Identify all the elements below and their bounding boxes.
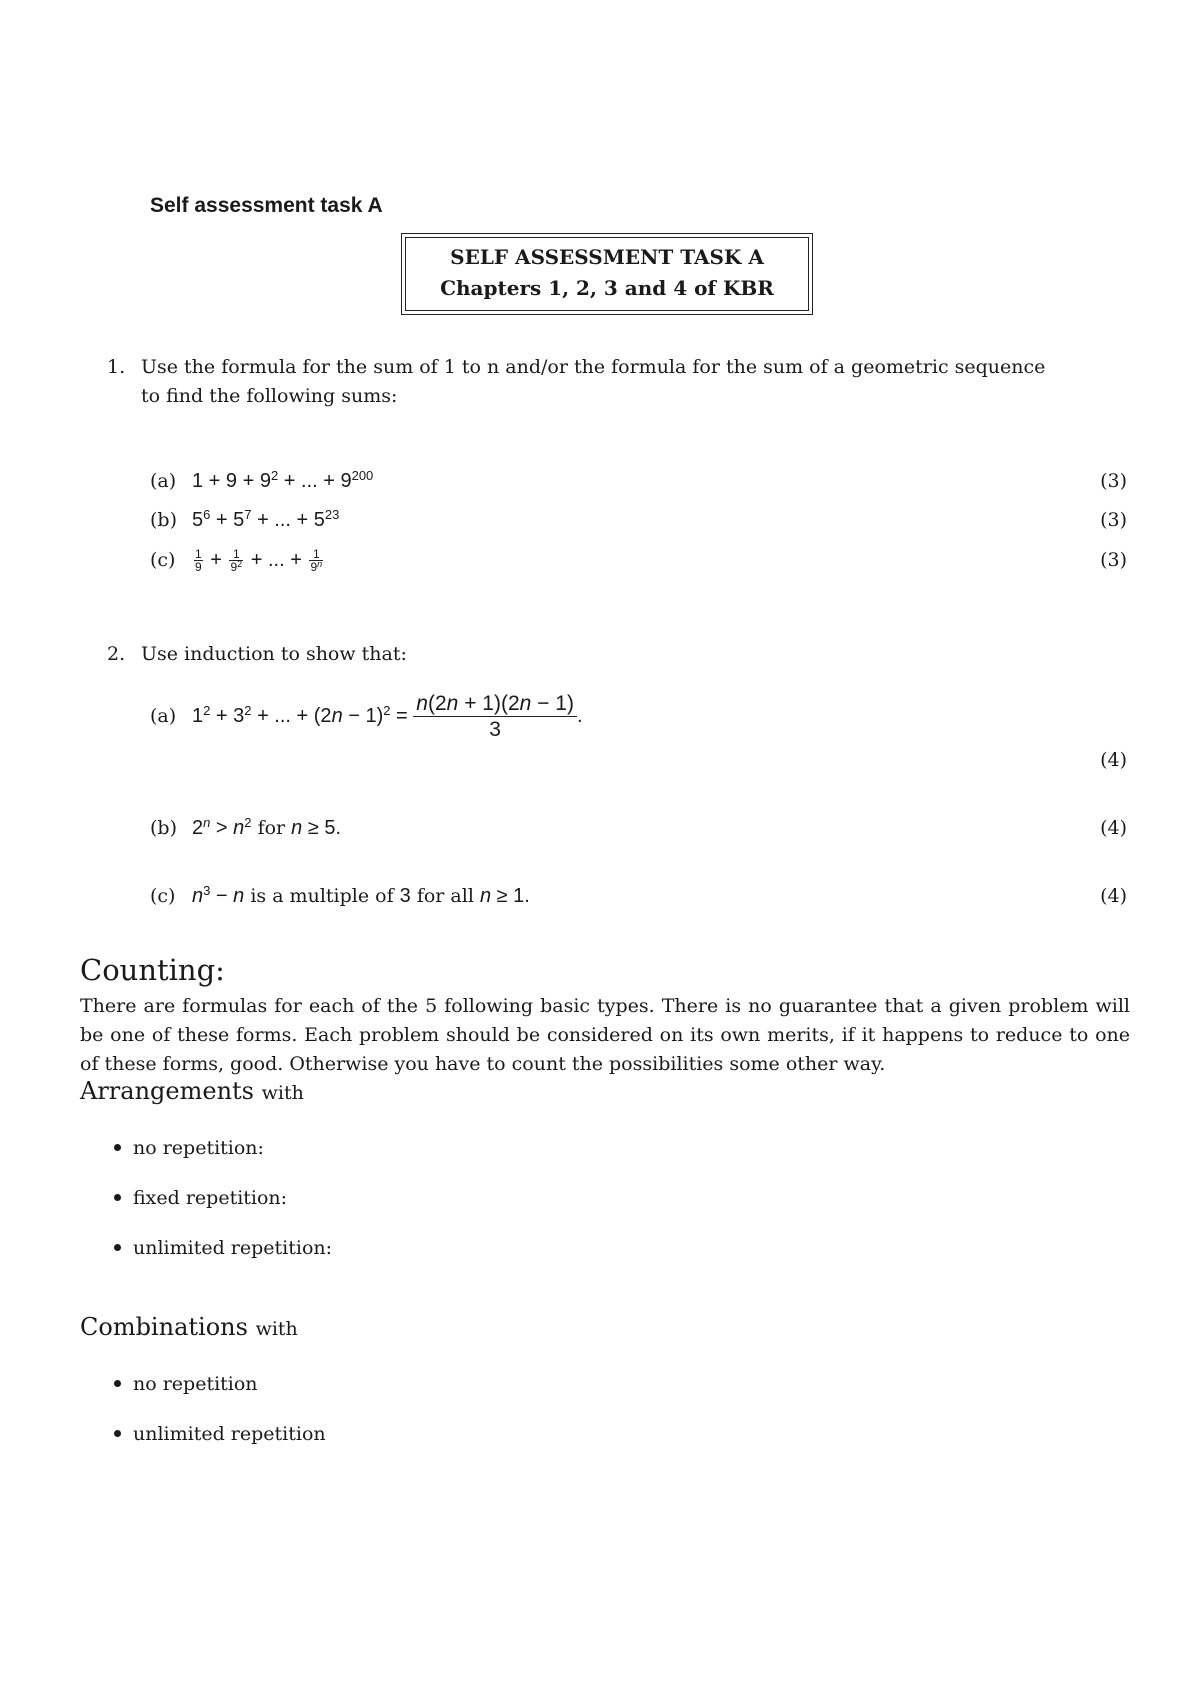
counting-heading: Counting: <box>80 953 225 987</box>
list-item-text: no repetition <box>133 1373 258 1395</box>
arrangements-heading-text: Arrangements <box>80 1077 254 1105</box>
question-2-text: Use induction to show that: <box>141 643 407 665</box>
question-2b-label: (b) <box>150 817 177 839</box>
question-2c-marks: (4) <box>1100 885 1127 907</box>
question-2b <box>150 816 341 840</box>
question-2-number: 2. <box>107 643 126 665</box>
question-2a-expression: $1^2 + 3^2$ + ... + $(2n - 1)^2$ = $\frac{n(2n + 1)(2n - 1)}{3}$ . <box>192 692 583 741</box>
bullet-icon <box>114 1144 121 1151</box>
question-1b <box>150 508 339 532</box>
question-2a-marks: (4) <box>1100 749 1127 771</box>
title-box-line2: Chapters 1, 2, 3 and 4 of KBR <box>440 276 774 300</box>
section-heading: Self assessment task A <box>150 194 383 217</box>
title-box-line1: SELF ASSESSMENT TASK A <box>450 245 764 269</box>
combinations-with: with <box>255 1318 298 1340</box>
question-2c-lhs: $n^3 - n$ <box>192 883 245 907</box>
combinations-heading <box>80 1313 298 1341</box>
question-1c-expression: $\frac{1}{9}$ + $\frac{1}{9^2}$ + ... + $\frac{1}{9^n}$ <box>195 547 323 575</box>
question-1c-marks: (3) <box>1100 549 1127 571</box>
list-item <box>114 1137 264 1159</box>
counting-paragraph: There are formulas for each of the 5 following basic types. There is no guarantee that a given problem will be one of these forms. Each problem should be considered on its own merits, if it happens to reduce to one of these forms, good. Otherwise you have to count the possibilities some other way. <box>80 995 1130 1075</box>
arrangements-heading <box>80 1077 304 1105</box>
list-item <box>114 1237 332 1259</box>
question-1a-expression: $1 + 9 + 9^2$ + ... + $9^{200}$ <box>192 468 374 492</box>
question-1b-expression: $5^6 + 5^7$ + ... + $5^{23}$ <box>192 507 340 531</box>
bullet-icon <box>114 1380 121 1387</box>
list-item-text: no repetition: <box>133 1137 264 1159</box>
list-item <box>114 1373 258 1395</box>
question-1c <box>150 548 325 573</box>
question-2c-for-text: for all <box>416 885 474 907</box>
question-1a <box>150 469 373 493</box>
list-item-text: unlimited repetition <box>133 1423 326 1445</box>
question-2a <box>150 691 583 742</box>
arrangements-with: with <box>261 1082 304 1104</box>
question-2c-three: 3 <box>399 885 411 907</box>
question-1a-marks: (3) <box>1100 470 1127 492</box>
question-2a-label: (a) <box>150 704 177 727</box>
list-item-text: fixed repetition: <box>133 1187 288 1209</box>
question-2b-condition: n ≥ 5. <box>291 817 342 839</box>
question-1b-label: (b) <box>150 509 177 531</box>
question-1-number: 1. <box>107 356 126 378</box>
question-2c-condition: n ≥ 1. <box>479 885 530 907</box>
question-2c-label: (c) <box>150 885 176 907</box>
question-2b-lhs: $2^n > n^2$ <box>192 815 252 839</box>
bullet-icon <box>114 1194 121 1201</box>
list-item <box>114 1423 326 1445</box>
list-item <box>114 1187 287 1209</box>
title-box <box>401 233 813 315</box>
bullet-icon <box>114 1244 121 1251</box>
question-2c <box>150 884 530 908</box>
title-box-inner <box>405 237 809 311</box>
question-1a-label: (a) <box>150 470 177 492</box>
list-item-text: unlimited repetition: <box>133 1237 333 1259</box>
question-1c-label: (c) <box>150 549 176 571</box>
question-1-text-line2: to find the following sums: <box>141 385 398 407</box>
question-1b-marks: (3) <box>1100 509 1127 531</box>
question-2c-mid-text: is a multiple of <box>250 885 394 907</box>
question-1-text-line1: Use the formula for the sum of 1 to n and/or the formula for the sum of a geometric sequence <box>141 356 1046 378</box>
bullet-icon <box>114 1430 121 1437</box>
question-2b-for-text: for <box>257 817 286 839</box>
question-2b-marks: (4) <box>1100 817 1127 839</box>
combinations-heading-text: Combinations <box>80 1313 248 1341</box>
